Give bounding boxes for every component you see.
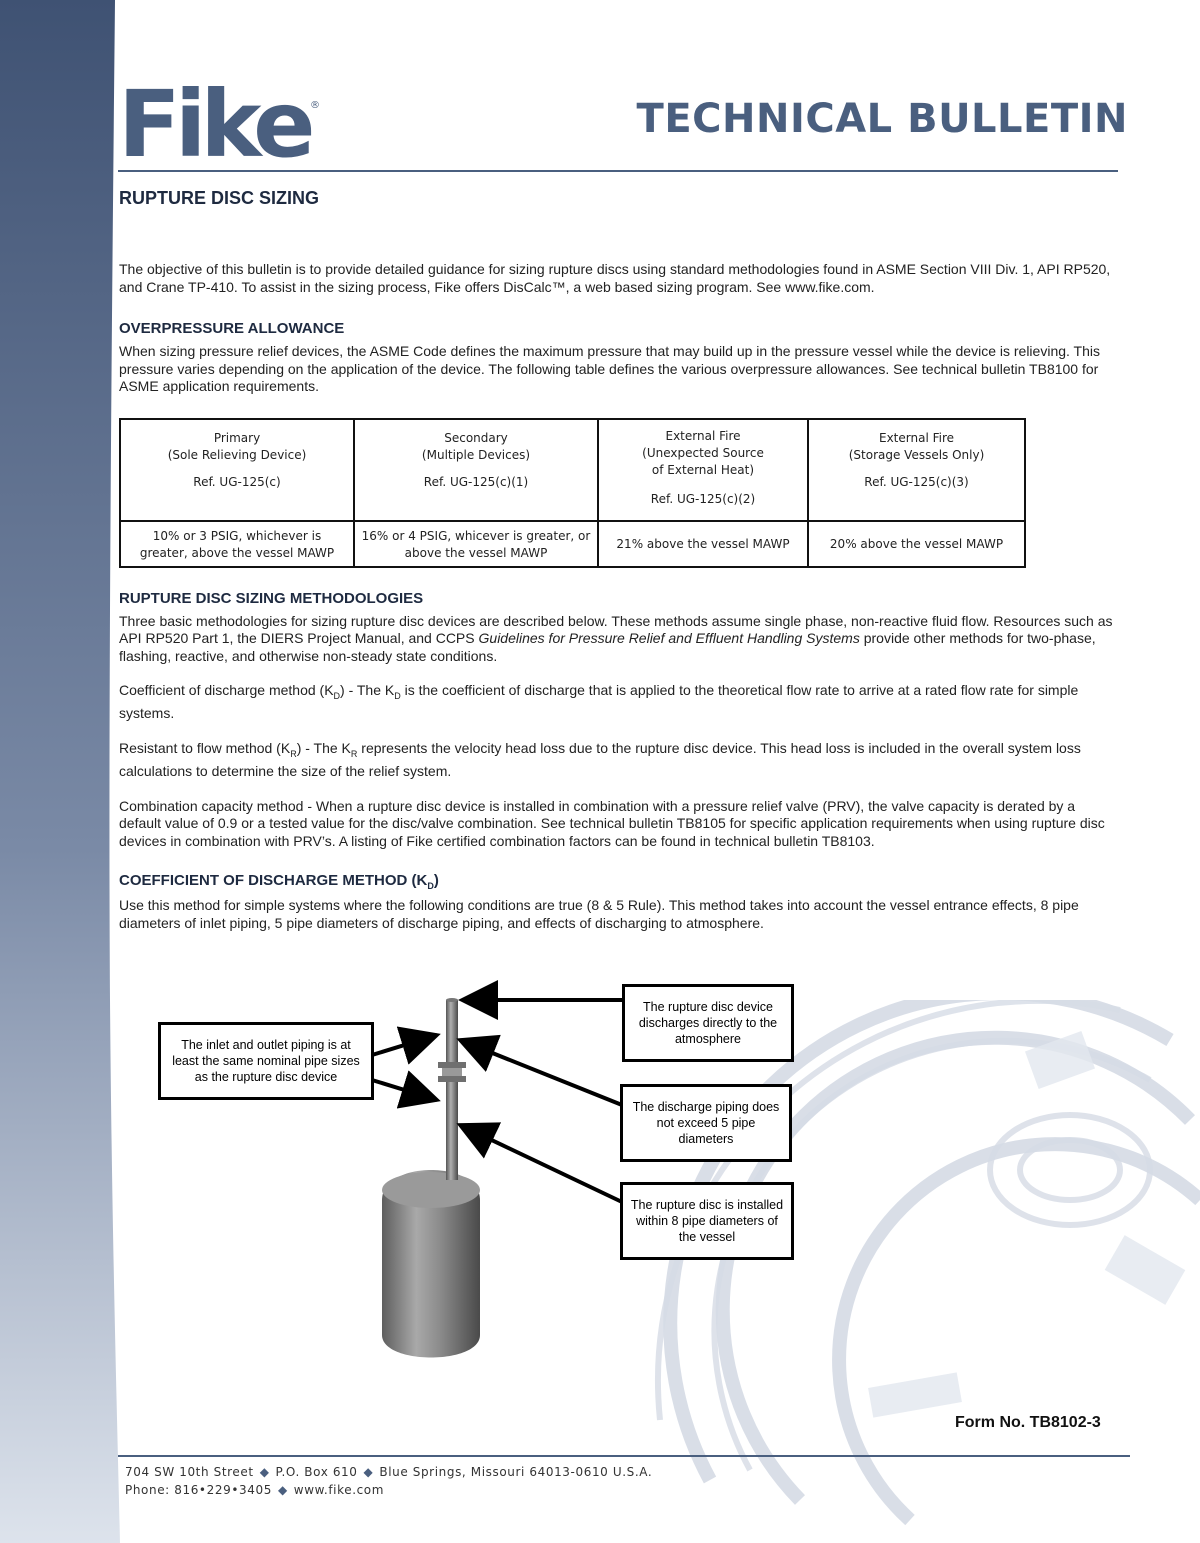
overpressure-paragraph: When sizing pressure relief devices, the ASME Code defines the maximum pressure that may build up in the pressure vessel while the device is relieving. This pressure varies depending on the application of the device. The following table defines the various overpressure allowances. See technical bulletin TB8100 for ASME application requirements.: [119, 343, 1100, 394]
pressure-vessel: [382, 1170, 480, 1358]
text-span: ): [433, 872, 439, 890]
logo-text: Fike: [118, 78, 310, 162]
rupture-disc-holder: [438, 1062, 466, 1082]
bullet-icon: ◆: [259, 1465, 270, 1479]
page-title: RUPTURE DISC SIZING: [119, 188, 320, 208]
footer-city: Blue Springs, Missouri 64013-0610 U.S.A.: [379, 1465, 653, 1479]
methodologies-heading: RUPTURE DISC SIZING METHODOLOGIES: [119, 589, 424, 607]
text-span: Three basic methodologies for sizing rupture disc devices are described below. These methods assume single phase, non-reactive fluid flow. Resources such as API RP520 Part 1, the DIERS Project Manual, and CCPS: [119, 612, 1113, 646]
table-values-row: [120, 521, 1025, 567]
italic-title: Guidelines for Pressure Relief and Effluent Handling Systems: [478, 630, 860, 646]
header-line3: of External Heat): [651, 462, 755, 477]
left-decorative-stripe: [0, 0, 120, 1543]
footer-po-box: P.O. Box 610: [275, 1465, 358, 1479]
table-cell: 21% above the vessel MAWP: [598, 521, 808, 567]
bulletin-title: TECHNICAL BULLETIN: [636, 96, 1128, 142]
header-line2: (Unexpected Source: [642, 445, 764, 460]
arrow-to-discharge-pipe: [372, 1035, 437, 1055]
text-span: ) - The K: [296, 739, 351, 756]
header-line1: Secondary: [444, 430, 508, 445]
arrow-inlet-length: [460, 1125, 622, 1202]
form-number: Form No. TB8102-3: [955, 1414, 1101, 1431]
table-cell: 10% or 3 PSIG, whichever is greater, above the vessel MAWP: [120, 521, 354, 567]
header-rule: [118, 170, 1118, 172]
footer-address-line: [125, 1463, 652, 1481]
text-span: Resistant to flow method (K: [119, 739, 291, 756]
header-ref: Ref. UG-125(c)(1): [423, 474, 529, 489]
table-cell: 16% or 4 PSIG, whicever is greater, or above the vessel MAWP: [354, 521, 598, 567]
subscript: R: [350, 748, 358, 759]
footer: [125, 1463, 652, 1499]
combination-method-paragraph: Combination capacity method - When a rupture disc device is installed in combination with a pressure relief valve (PRV), the valve capacity is derated by a default value of 0.9 or a tested value for the disc/valve combination. See technical bulletin TB8105 for specific application requirements when using rupture disc devices in combination with PRV’s. A listing of Fike certified combination factors can be found in technical bulletin TB8103.: [119, 797, 1105, 849]
table-header-cell: [120, 419, 354, 521]
callout-atmosphere: The rupture disc device discharges directly to the atmosphere: [622, 984, 794, 1062]
subscript: D: [394, 690, 401, 701]
header-line1: External Fire: [878, 430, 955, 445]
table-header-cell: [808, 419, 1025, 521]
subscript: D: [427, 881, 434, 892]
text-span: provide other methods for two-phase, flashing, reactive, and otherwise non-steady state conditions.: [119, 630, 1096, 664]
header-line2: (Multiple Devices): [421, 447, 531, 462]
header-ref: Ref. UG-125(c)(3): [864, 474, 969, 489]
text-span: ) - The K: [340, 682, 395, 698]
table-header-cell: [598, 419, 808, 521]
footer-rule: [118, 1455, 1130, 1457]
arrow-to-inlet-pipe: [372, 1080, 437, 1100]
intro-paragraph: The objective of this bulletin is to provide detailed guidance for sizing rupture discs using standard methodologies found in ASME Section VIII Div. 1, API RP520, and Crane TP-410. To assist in the sizing process, Fike offers DisCalc™, a web based sizing program. See www.fike.com.: [119, 261, 1111, 295]
kd-method-paragraph: [119, 682, 1114, 723]
bullet-icon: ◆: [363, 1465, 374, 1479]
callout-discharge-piping: The discharge piping does not exceed 5 pipe diameters: [620, 1084, 792, 1162]
kr-method-paragraph: [119, 740, 1114, 781]
kd-method-heading: [119, 872, 1114, 891]
arrow-discharge-length: [460, 1040, 622, 1105]
table-header-cell: [354, 419, 598, 521]
text-span: COEFFICIENT OF DISCHARGE METHOD (K: [119, 872, 428, 890]
methodologies-paragraph: [119, 613, 1114, 666]
main-content: [119, 188, 1114, 932]
text-span: Coefficient of discharge method (K: [119, 682, 334, 698]
fike-logo: [118, 78, 328, 162]
text-span: is the coefficient of discharge that is applied to the theoretical flow rate to arrive at a rated flow rate for simple systems.: [119, 682, 1079, 722]
callout-installation-distance: The rupture disc is installed within 8 pipe diameters of the vessel: [620, 1182, 794, 1260]
header-ref: Ref. UG-125(c)(2): [650, 491, 756, 506]
subscript: D: [333, 690, 341, 701]
kd-method-text: Use this method for simple systems where the following conditions are true (8 & 5 Rule). This method takes into account the vessel entrance effects, 8 pipe diameters of inlet piping, 5 pipe diameters of discharge piping, and effects of discharging to atmosphere.: [119, 897, 1079, 931]
pipe: [446, 1000, 458, 1180]
table-header-row: [120, 419, 1025, 521]
table-cell: 20% above the vessel MAWP: [808, 521, 1025, 567]
subscript: R: [290, 748, 297, 759]
header-line1: External Fire: [665, 428, 741, 443]
header-line2: (Sole Relieving Device): [167, 447, 307, 462]
text-span: represents the velocity head loss due to the rupture disc device. This head loss is included in the overall system loss calculations to determine the size of the relief system.: [119, 739, 1081, 780]
header-line1: Primary: [213, 430, 261, 445]
header-line2: (Storage Vessels Only): [848, 447, 985, 462]
footer-phone: Phone: 816•229•3405: [125, 1483, 272, 1497]
footer-contact-line: [125, 1481, 652, 1499]
footer-website-link[interactable]: www.fike.com: [293, 1483, 385, 1497]
overpressure-heading: OVERPRESSURE ALLOWANCE: [119, 320, 345, 337]
header-ref: Ref. UG-125(c): [193, 474, 281, 489]
callout-inlet-outlet: The inlet and outlet piping is at least the same nominal pipe sizes as the rupture disc device: [158, 1022, 374, 1100]
footer-street: 704 SW 10th Street: [125, 1465, 254, 1479]
vessel-diagram: [150, 980, 810, 1360]
svg-text:®: ®: [310, 100, 320, 111]
bullet-icon: ◆: [277, 1483, 288, 1497]
overpressure-table: [119, 418, 1026, 568]
